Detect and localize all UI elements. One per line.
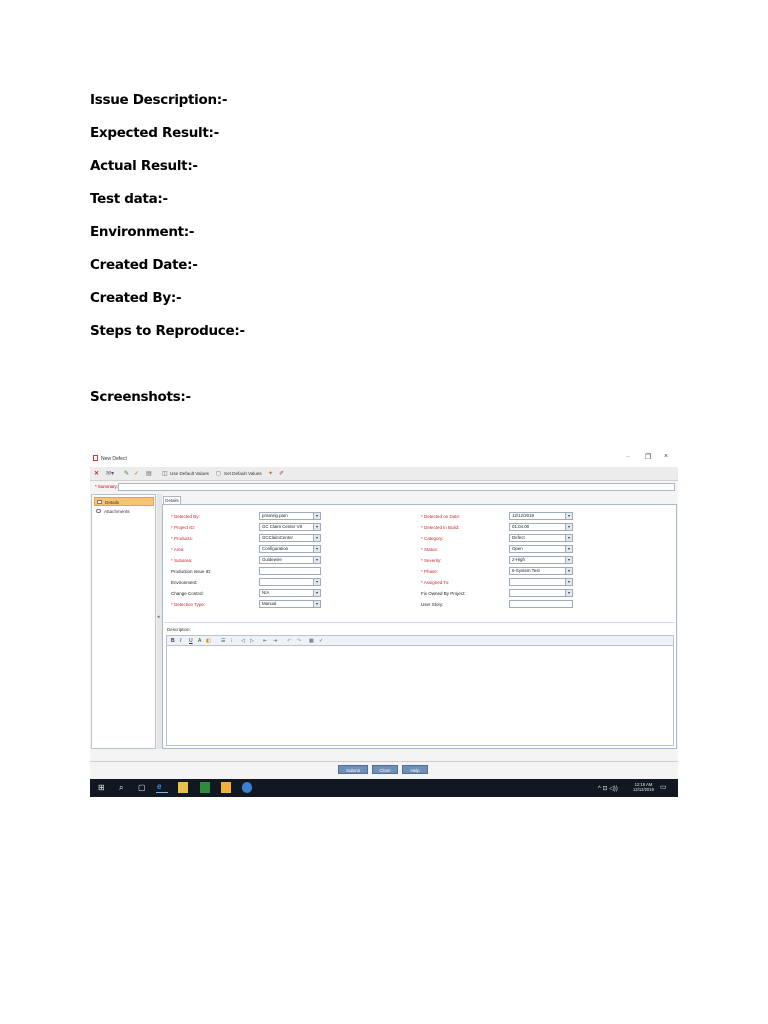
chevron-down-icon: ▾ [313, 579, 320, 585]
underline-button[interactable]: U [189, 638, 193, 644]
numbered-list-icon[interactable]: ⁝ [231, 638, 233, 644]
details-icon [97, 500, 102, 504]
wand-icon[interactable]: ✦ [268, 471, 274, 477]
production-issue-id-input[interactable] [259, 567, 321, 575]
detected-in-build-label: * Detected in Build: [421, 525, 460, 530]
indent-increase-icon[interactable]: ▷ [250, 638, 254, 644]
actual-result-label: Actual Result:- [90, 158, 198, 174]
environment-label: Environment:- [90, 224, 195, 240]
undo-icon[interactable]: ↶ [287, 638, 292, 644]
divider [164, 622, 675, 623]
navigation-pane [91, 494, 156, 749]
summary-label: * Summary: [95, 484, 118, 489]
help-button[interactable]: Help [402, 765, 428, 774]
spell-icon[interactable]: ✓ [134, 471, 140, 477]
project-id-field[interactable]: GC Claim Center V8 ▾ [259, 523, 321, 531]
window-title: New Defect [101, 456, 127, 462]
detected-by-field[interactable]: pmarelg.pam ▾ [259, 512, 321, 520]
minimize-icon[interactable]: – [626, 453, 630, 460]
task-view-icon[interactable]: ▢ [138, 783, 146, 792]
font-color-button[interactable]: A [198, 638, 202, 644]
category-label: * Category: [421, 536, 444, 541]
chevron-down-icon: ▾ [565, 568, 572, 574]
delete-icon[interactable]: ✕ [94, 471, 100, 477]
main-toolbar [90, 467, 678, 481]
set-defaults-icon: ◻ [216, 471, 221, 477]
created-date-label: Created Date:- [90, 257, 198, 273]
fix-owned-by-project-label: Fix Owned By Project: [421, 591, 466, 596]
detection-type-field[interactable]: Manual ▾ [259, 600, 321, 608]
close-icon[interactable]: × [664, 453, 669, 460]
align-left-icon[interactable]: ⇤ [263, 638, 268, 644]
defect-screenshot [90, 447, 678, 797]
detected-on-date-field[interactable]: 12/12/2019 ▾ [509, 512, 573, 520]
status-field[interactable]: Open ▾ [509, 545, 573, 553]
area-field[interactable]: Configuration ▾ [259, 545, 321, 553]
chevron-down-icon: ▾ [565, 513, 572, 519]
editor-toolbar [166, 635, 674, 646]
italic-button[interactable]: I [180, 638, 182, 644]
chevron-down-icon: ▾ [565, 546, 572, 552]
chevron-down-icon: ▾ [565, 535, 572, 541]
chevron-down-icon: ▾ [313, 557, 320, 563]
production-issue-id-label: Production Issue ID: [171, 569, 212, 574]
chevron-down-icon: ▾ [313, 601, 320, 607]
severity-field[interactable]: 2-High ▾ [509, 556, 573, 564]
created-by-label: Created By:- [90, 290, 182, 306]
dialog-buttons [90, 761, 678, 775]
highlight-icon[interactable]: ✐ [279, 471, 285, 477]
system-clock[interactable] [633, 782, 654, 792]
chevron-down-icon: ▾ [313, 546, 320, 552]
table-icon[interactable]: ▦ [309, 638, 314, 644]
phase-label: * Phase: [421, 569, 439, 574]
nav-label: Details [105, 500, 120, 505]
chevron-down-icon: ▾ [313, 590, 320, 596]
phase-field[interactable]: 6-System Test ▾ [509, 567, 573, 575]
chevron-down-icon: ▾ [313, 535, 320, 541]
indent-decrease-icon[interactable]: ◁ [241, 638, 245, 644]
default-values-icon: ◫ [162, 471, 168, 477]
set-default-values-button[interactable]: Set Default Values [224, 471, 262, 476]
restore-icon[interactable]: ❐ [645, 454, 652, 461]
steps-to-reproduce-label: Steps to Reproduce:- [90, 323, 245, 339]
status-label: * Status: [421, 547, 439, 552]
area-label: * Area: [171, 547, 185, 552]
details-form [162, 504, 677, 749]
nav-item-attachments[interactable] [94, 507, 154, 516]
highlight-color-icon[interactable]: ◧ [206, 638, 211, 644]
expected-result-label: Expected Result:- [90, 125, 219, 141]
submit-button[interactable]: Submit [338, 765, 368, 774]
tab-details[interactable]: Details [163, 496, 181, 505]
notification-icon[interactable]: ▭ [660, 784, 667, 791]
severity-label: * Severity: [421, 558, 442, 563]
summary-input[interactable] [118, 483, 675, 491]
environment-field-label: Environment: [171, 580, 198, 585]
bullet-list-icon[interactable]: ☰ [221, 638, 226, 644]
chevron-down-icon: ▾ [565, 557, 572, 563]
detected-in-build-field[interactable]: 01.04.00 ▾ [509, 523, 573, 531]
windows-taskbar [90, 779, 678, 797]
window-titlebar [90, 447, 678, 467]
paperclip-icon [96, 509, 101, 513]
fix-owned-by-project-field[interactable] [509, 589, 573, 597]
nav-item-details[interactable] [94, 497, 154, 506]
summary-row [90, 482, 678, 492]
windows-start-icon[interactable]: ⊞ [98, 783, 105, 792]
edge-browser-icon[interactable]: e [157, 782, 167, 793]
chevron-down-icon: ▾ [313, 513, 320, 519]
assigned-to-label: * Assigned To: [421, 580, 450, 585]
products-field[interactable]: GCClaimCenter ▾ [259, 534, 321, 542]
description-editor[interactable] [166, 646, 674, 746]
mail-icon[interactable]: ✉▾ [106, 471, 115, 477]
test-data-label: Test data:- [90, 191, 168, 207]
assigned-to-field[interactable] [509, 578, 573, 586]
change-control-field[interactable]: N/A ▾ [259, 589, 321, 597]
environment-field[interactable] [259, 578, 321, 586]
use-default-values-button[interactable]: Use Default Values [170, 471, 209, 476]
bold-button[interactable]: B [171, 638, 175, 644]
splitter-arrow-icon: ◂ [157, 614, 160, 620]
file-explorer-icon[interactable] [178, 782, 188, 793]
description-label: Description: [167, 627, 191, 632]
chevron-down-icon: ▾ [565, 590, 572, 596]
detection-type-label: * Detection Type: [171, 602, 206, 607]
clipboard-icon[interactable]: ▤ [146, 471, 152, 477]
chevron-down-icon: ▾ [565, 579, 572, 585]
detected-by-label: * Detected By: [171, 514, 200, 519]
attach-icon[interactable]: ✎ [124, 471, 130, 477]
redo-icon[interactable]: ↷ [297, 638, 302, 644]
excel-icon[interactable] [200, 782, 210, 793]
subarea-field[interactable]: Guidewire ▾ [259, 556, 321, 564]
project-id-label: * Project ID: [171, 525, 196, 530]
category-field[interactable]: Defect ▾ [509, 534, 573, 542]
system-tray-icons[interactable]: ^ ⊡ ◁)) [598, 786, 618, 792]
clock-time: 12:18 AM [634, 782, 653, 787]
spellcheck-icon[interactable]: ✓ [319, 638, 324, 644]
clock-date: 12/12/2019 [633, 787, 654, 792]
align-right-icon[interactable]: ⇥ [273, 638, 278, 644]
chevron-down-icon: ▾ [313, 524, 320, 530]
screenshots-label: Screenshots:- [90, 389, 191, 405]
app-icon[interactable] [221, 782, 231, 793]
change-control-label: Change Control: [171, 591, 204, 596]
skype-icon[interactable] [242, 782, 252, 793]
close-button[interactable]: Close [372, 765, 398, 774]
products-label: * Products: [171, 536, 194, 541]
issue-description-label: Issue Description:- [90, 92, 228, 108]
user-story-input[interactable] [509, 600, 573, 608]
search-icon[interactable]: ⌕ [119, 783, 124, 792]
nav-label: Attachments [104, 509, 130, 514]
user-story-label: User Story: [421, 602, 444, 607]
document-icon [93, 455, 98, 461]
chevron-down-icon: ▾ [565, 524, 572, 530]
subarea-label: * Subarea: [171, 558, 193, 563]
detected-on-date-label: * Detected on Date: [421, 514, 461, 519]
